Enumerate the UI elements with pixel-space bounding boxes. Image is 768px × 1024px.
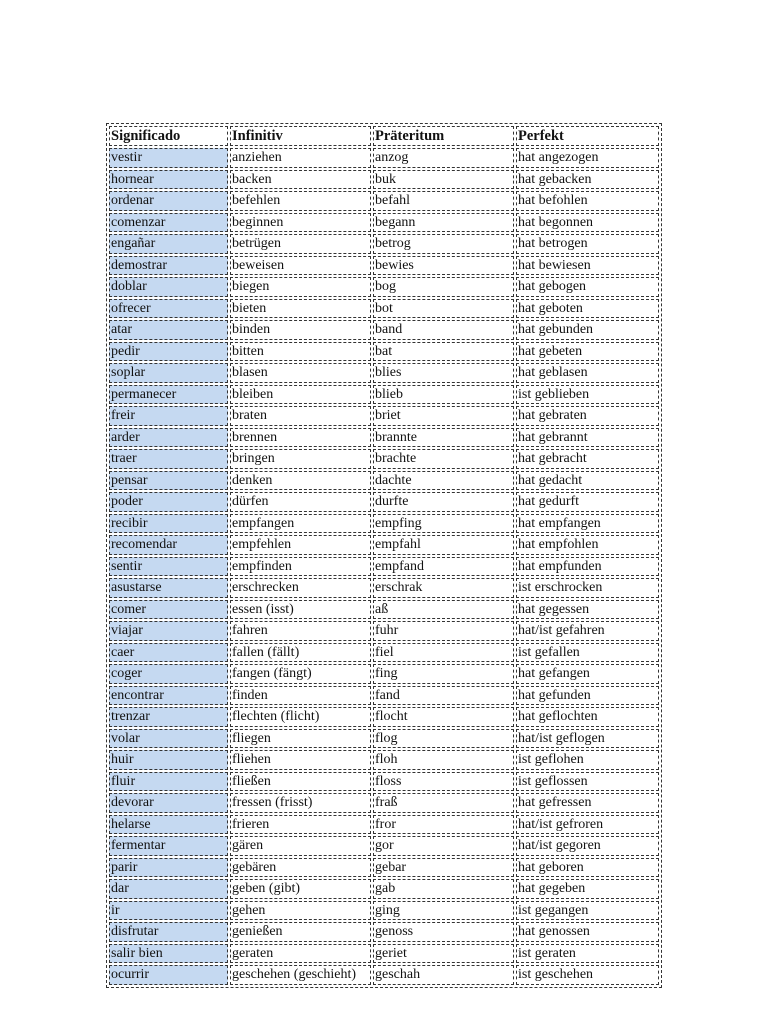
cell-perfekt: hat/ist geflogen: [516, 729, 659, 749]
cell-perfekt: hat gebacken: [516, 170, 659, 190]
cell-prateritum: bat: [373, 342, 514, 362]
cell-infinitiv: bitten: [230, 342, 371, 362]
cell-infinitiv: gären: [230, 836, 371, 856]
cell-significado: vestir: [109, 148, 228, 168]
cell-perfekt: hat gebunden: [516, 320, 659, 340]
cell-significado: engañar: [109, 234, 228, 254]
cell-significado: fermentar: [109, 836, 228, 856]
table-row: [109, 686, 659, 706]
cell-prateritum: flog: [373, 729, 514, 749]
cell-significado: recomendar: [109, 535, 228, 555]
cell-prateritum: fing: [373, 664, 514, 684]
cell-perfekt: hat gedurft: [516, 492, 659, 512]
table-row: [109, 944, 659, 964]
cell-prateritum: fand: [373, 686, 514, 706]
table-row: [109, 320, 659, 340]
cell-perfekt: hat gefressen: [516, 793, 659, 813]
cell-significado: volar: [109, 729, 228, 749]
cell-significado: traer: [109, 449, 228, 469]
cell-significado: encontrar: [109, 686, 228, 706]
cell-significado: salir bien: [109, 944, 228, 964]
cell-perfekt: hat betrogen: [516, 234, 659, 254]
table-row: [109, 535, 659, 555]
cell-perfekt: hat/ist gefahren: [516, 621, 659, 641]
cell-infinitiv: braten: [230, 406, 371, 426]
table-row: [109, 879, 659, 899]
table-row: [109, 578, 659, 598]
table-row: [109, 664, 659, 684]
table-row: [109, 471, 659, 491]
cell-perfekt: hat gebraten: [516, 406, 659, 426]
verb-table-body: [109, 148, 659, 985]
cell-prateritum: geriet: [373, 944, 514, 964]
cell-significado: doblar: [109, 277, 228, 297]
cell-prateritum: bewies: [373, 256, 514, 276]
cell-perfekt: hat gebrannt: [516, 428, 659, 448]
cell-perfekt: hat/ist gefroren: [516, 815, 659, 835]
table-row: [109, 643, 659, 663]
cell-significado: recibir: [109, 514, 228, 534]
cell-significado: disfrutar: [109, 922, 228, 942]
cell-infinitiv: erschrecken: [230, 578, 371, 598]
cell-prateritum: flocht: [373, 707, 514, 727]
table-row: [109, 277, 659, 297]
header-row: [109, 126, 659, 146]
cell-prateritum: bog: [373, 277, 514, 297]
cell-prateritum: geschah: [373, 965, 514, 985]
cell-infinitiv: frieren: [230, 815, 371, 835]
cell-infinitiv: fliehen: [230, 750, 371, 770]
table-row: [109, 815, 659, 835]
cell-prateritum: bot: [373, 299, 514, 319]
cell-significado: viajar: [109, 621, 228, 641]
cell-infinitiv: bleiben: [230, 385, 371, 405]
table-row: [109, 836, 659, 856]
cell-perfekt: hat gebogen: [516, 277, 659, 297]
cell-infinitiv: beweisen: [230, 256, 371, 276]
cell-significado: freir: [109, 406, 228, 426]
cell-significado: fluir: [109, 772, 228, 792]
cell-prateritum: genoss: [373, 922, 514, 942]
cell-significado: parir: [109, 858, 228, 878]
table-row: [109, 363, 659, 383]
cell-infinitiv: betrügen: [230, 234, 371, 254]
cell-infinitiv: anziehen: [230, 148, 371, 168]
cell-significado: poder: [109, 492, 228, 512]
cell-significado: helarse: [109, 815, 228, 835]
cell-infinitiv: fließen: [230, 772, 371, 792]
table-row: [109, 793, 659, 813]
cell-prateritum: floss: [373, 772, 514, 792]
cell-perfekt: hat geblasen: [516, 363, 659, 383]
table-row: [109, 514, 659, 534]
cell-significado: trenzar: [109, 707, 228, 727]
cell-significado: asustarse: [109, 578, 228, 598]
cell-perfekt: hat geboren: [516, 858, 659, 878]
cell-prateritum: gor: [373, 836, 514, 856]
table-row: [109, 213, 659, 233]
cell-infinitiv: finden: [230, 686, 371, 706]
cell-significado: pedir: [109, 342, 228, 362]
cell-perfekt: hat geboten: [516, 299, 659, 319]
cell-infinitiv: bringen: [230, 449, 371, 469]
cell-infinitiv: dürfen: [230, 492, 371, 512]
cell-significado: huir: [109, 750, 228, 770]
cell-significado: ofrecer: [109, 299, 228, 319]
table-row: [109, 342, 659, 362]
cell-significado: pensar: [109, 471, 228, 491]
table-row: [109, 772, 659, 792]
table-row: [109, 492, 659, 512]
cell-infinitiv: empfinden: [230, 557, 371, 577]
cell-perfekt: hat empfohlen: [516, 535, 659, 555]
cell-prateritum: begann: [373, 213, 514, 233]
table-row: [109, 750, 659, 770]
cell-prateritum: blies: [373, 363, 514, 383]
cell-perfekt: hat gebracht: [516, 449, 659, 469]
cell-significado: soplar: [109, 363, 228, 383]
cell-prateritum: fror: [373, 815, 514, 835]
cell-perfekt: hat gefunden: [516, 686, 659, 706]
header-prateritum: Präteritum: [373, 126, 514, 146]
table-row: [109, 170, 659, 190]
cell-perfekt: ist gegangen: [516, 901, 659, 921]
cell-perfekt: ist geflohen: [516, 750, 659, 770]
table-row: [109, 449, 659, 469]
cell-prateritum: buk: [373, 170, 514, 190]
cell-significado: ocurrir: [109, 965, 228, 985]
cell-prateritum: floh: [373, 750, 514, 770]
cell-perfekt: hat gegessen: [516, 600, 659, 620]
cell-infinitiv: gebären: [230, 858, 371, 878]
cell-prateritum: erschrak: [373, 578, 514, 598]
cell-significado: hornear: [109, 170, 228, 190]
cell-perfekt: ist geflossen: [516, 772, 659, 792]
cell-infinitiv: blasen: [230, 363, 371, 383]
cell-significado: dar: [109, 879, 228, 899]
cell-significado: ir: [109, 901, 228, 921]
cell-infinitiv: biegen: [230, 277, 371, 297]
table-row: [109, 385, 659, 405]
cell-perfekt: hat gegeben: [516, 879, 659, 899]
cell-perfekt: ist geblieben: [516, 385, 659, 405]
cell-significado: sentir: [109, 557, 228, 577]
cell-infinitiv: flechten (flicht): [230, 707, 371, 727]
cell-prateritum: empfing: [373, 514, 514, 534]
cell-infinitiv: essen (isst): [230, 600, 371, 620]
cell-prateritum: fiel: [373, 643, 514, 663]
table-row: [109, 729, 659, 749]
cell-prateritum: briet: [373, 406, 514, 426]
cell-significado: devorar: [109, 793, 228, 813]
table-row: [109, 858, 659, 878]
cell-infinitiv: beginnen: [230, 213, 371, 233]
cell-perfekt: hat angezogen: [516, 148, 659, 168]
header-perfekt: Perfekt: [516, 126, 659, 146]
cell-perfekt: hat empfangen: [516, 514, 659, 534]
cell-infinitiv: fangen (fängt): [230, 664, 371, 684]
cell-prateritum: brachte: [373, 449, 514, 469]
cell-infinitiv: geben (gibt): [230, 879, 371, 899]
cell-perfekt: ist gefallen: [516, 643, 659, 663]
cell-infinitiv: empfangen: [230, 514, 371, 534]
cell-infinitiv: geraten: [230, 944, 371, 964]
table-row: [109, 557, 659, 577]
cell-perfekt: hat empfunden: [516, 557, 659, 577]
cell-perfekt: hat geflochten: [516, 707, 659, 727]
table-row: [109, 922, 659, 942]
cell-prateritum: gab: [373, 879, 514, 899]
cell-prateritum: empfahl: [373, 535, 514, 555]
cell-prateritum: fraß: [373, 793, 514, 813]
cell-infinitiv: brennen: [230, 428, 371, 448]
cell-perfekt: ist geraten: [516, 944, 659, 964]
cell-prateritum: anzog: [373, 148, 514, 168]
cell-significado: demostrar: [109, 256, 228, 276]
cell-infinitiv: gehen: [230, 901, 371, 921]
cell-prateritum: band: [373, 320, 514, 340]
cell-perfekt: hat begonnen: [516, 213, 659, 233]
cell-infinitiv: backen: [230, 170, 371, 190]
cell-significado: comer: [109, 600, 228, 620]
cell-prateritum: ging: [373, 901, 514, 921]
cell-prateritum: betrog: [373, 234, 514, 254]
cell-perfekt: hat genossen: [516, 922, 659, 942]
cell-prateritum: brannte: [373, 428, 514, 448]
table-row: [109, 148, 659, 168]
verb-table-header: [109, 126, 659, 146]
cell-significado: arder: [109, 428, 228, 448]
cell-significado: permanecer: [109, 385, 228, 405]
cell-infinitiv: binden: [230, 320, 371, 340]
cell-infinitiv: befehlen: [230, 191, 371, 211]
cell-significado: coger: [109, 664, 228, 684]
cell-infinitiv: geschehen (geschieht): [230, 965, 371, 985]
table-row: [109, 965, 659, 985]
cell-prateritum: durfte: [373, 492, 514, 512]
table-row: [109, 621, 659, 641]
cell-significado: comenzar: [109, 213, 228, 233]
cell-perfekt: ist erschrocken: [516, 578, 659, 598]
cell-perfekt: ist geschehen: [516, 965, 659, 985]
cell-infinitiv: fliegen: [230, 729, 371, 749]
cell-perfekt: hat gefangen: [516, 664, 659, 684]
cell-prateritum: befahl: [373, 191, 514, 211]
cell-perfekt: hat bewiesen: [516, 256, 659, 276]
cell-prateritum: fuhr: [373, 621, 514, 641]
cell-prateritum: aß: [373, 600, 514, 620]
table-row: [109, 707, 659, 727]
cell-significado: caer: [109, 643, 228, 663]
cell-perfekt: hat gebeten: [516, 342, 659, 362]
cell-prateritum: dachte: [373, 471, 514, 491]
cell-infinitiv: denken: [230, 471, 371, 491]
table-row: [109, 600, 659, 620]
cell-infinitiv: genießen: [230, 922, 371, 942]
cell-prateritum: gebar: [373, 858, 514, 878]
table-row: [109, 234, 659, 254]
cell-perfekt: hat/ist gegoren: [516, 836, 659, 856]
cell-prateritum: blieb: [373, 385, 514, 405]
cell-perfekt: hat gedacht: [516, 471, 659, 491]
header-infinitiv: Infinitiv: [230, 126, 371, 146]
cell-infinitiv: empfehlen: [230, 535, 371, 555]
table-row: [109, 256, 659, 276]
cell-infinitiv: fressen (frisst): [230, 793, 371, 813]
cell-perfekt: hat befohlen: [516, 191, 659, 211]
table-row: [109, 299, 659, 319]
cell-significado: ordenar: [109, 191, 228, 211]
cell-infinitiv: fallen (fällt): [230, 643, 371, 663]
table-row: [109, 428, 659, 448]
table-row: [109, 191, 659, 211]
header-significado: Significado: [109, 126, 228, 146]
table-row: [109, 406, 659, 426]
cell-infinitiv: bieten: [230, 299, 371, 319]
cell-prateritum: empfand: [373, 557, 514, 577]
verb-table: [106, 123, 662, 988]
table-row: [109, 901, 659, 921]
cell-significado: atar: [109, 320, 228, 340]
cell-infinitiv: fahren: [230, 621, 371, 641]
